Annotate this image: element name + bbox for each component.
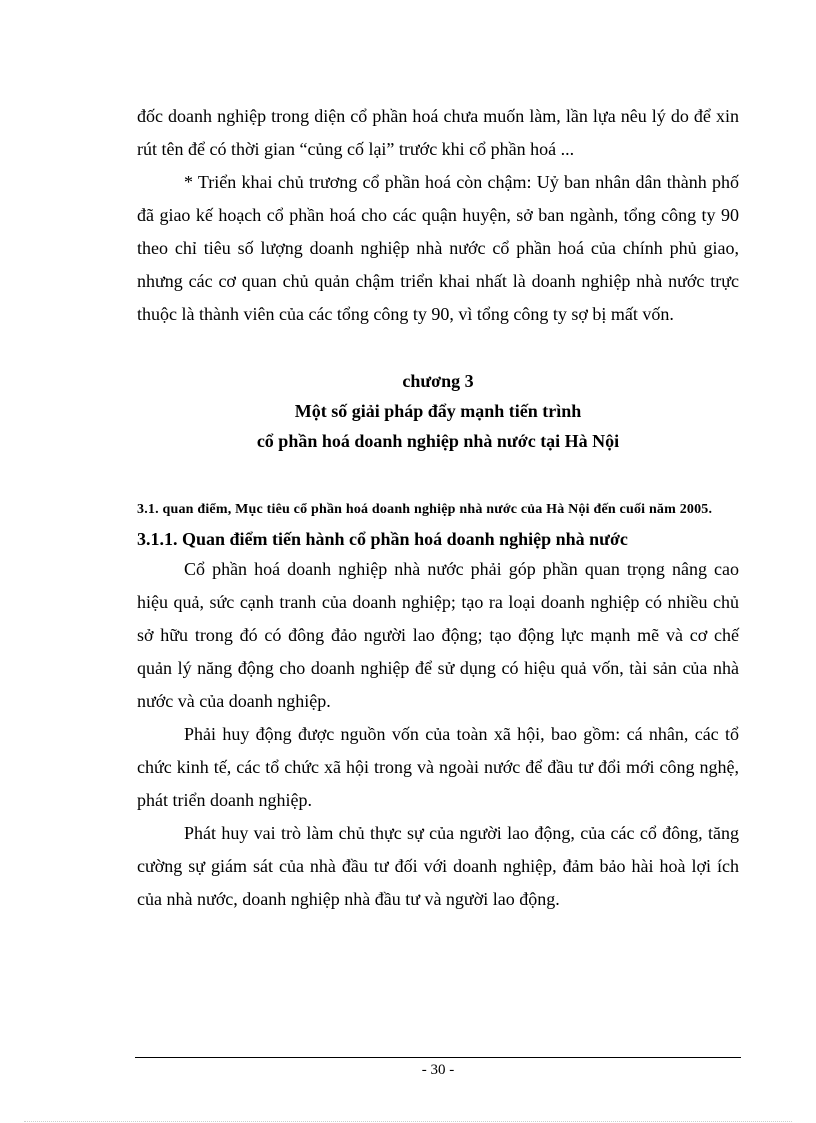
subsection-heading: 3.1.1. Quan điểm tiến hành cổ phần hoá doanh nghiệp nhà nước [137, 529, 628, 549]
paragraph-implementation-slow: * Triển khai chủ trương cổ phần hoá còn chậm: Uỷ ban nhân dân thành phố đã giao kế hoạch cổ phần hoá cho các quận huyện, sở ban ngành, tổng công ty 90 theo chỉ tiêu số lượng doanh nghiệp nhà nước cổ phần hoá của chính phủ giao, nhưng các cơ quan chủ quản chậm triển khai nhất là doanh nghiệp nhà nước trực thuộc là thành viên của các tổng công ty 90, vì tổng công ty sợ bị mất vốn. [137, 172, 739, 324]
section-heading: 3.1. quan điểm, Mục tiêu cổ phần hoá doanh nghiệp nhà nước của Hà Nội đến cuối năm 2005. [137, 502, 713, 517]
paragraph-viewpoint-2: Phải huy động được nguồn vốn của toàn xã hội, bao gồm: cá nhân, các tổ chức kinh tế, các tổ chức xã hội trong và ngoài nước để đầu tư đổi mới công nghệ, phát triển doanh nghiệp. [137, 724, 739, 810]
page-number: - 30 - [421, 1062, 455, 1078]
page-bottom-border [24, 1121, 792, 1122]
chapter-heading [137, 366, 739, 456]
paragraph-continuation: đốc doanh nghiệp trong diện cổ phần hoá chưa muốn làm, lần lựa nêu lý do để xin rút tên để có thời gian “củng cố lại” trước khi cổ phần hoá ... [137, 106, 739, 159]
chapter-title-line-2: cổ phần hoá doanh nghiệp nhà nước tại Hà Nội [256, 431, 620, 451]
chapter-title-line-1: Một số giải pháp đẩy mạnh tiến trình [294, 401, 582, 421]
paragraph-viewpoint-1: Cổ phần hoá doanh nghiệp nhà nước phải góp phần quan trọng nâng cao hiệu quả, sức cạnh tranh của doanh nghiệp; tạo ra loại doanh nghiệp có nhiều chủ sở hữu trong đó có đông đảo người lao động; tạo động lực mạnh mẽ và cơ chế quản lý năng động cho doanh nghiệp để sử dụng có hiệu quả vốn, tài sản của nhà nước và của doanh nghiệp. [137, 559, 739, 711]
chapter-label: chương 3 [402, 371, 474, 391]
page-body [137, 100, 739, 916]
paragraph-viewpoint-3: Phát huy vai trò làm chủ thực sự của người lao động, của các cổ đông, tăng cường sự giám sát của nhà đầu tư đối với doanh nghiệp, đảm bảo hài hoà lợi ích của nhà nước, doanh nghiệp nhà đầu tư và người lao động. [137, 823, 739, 909]
footer-divider [135, 1057, 741, 1058]
